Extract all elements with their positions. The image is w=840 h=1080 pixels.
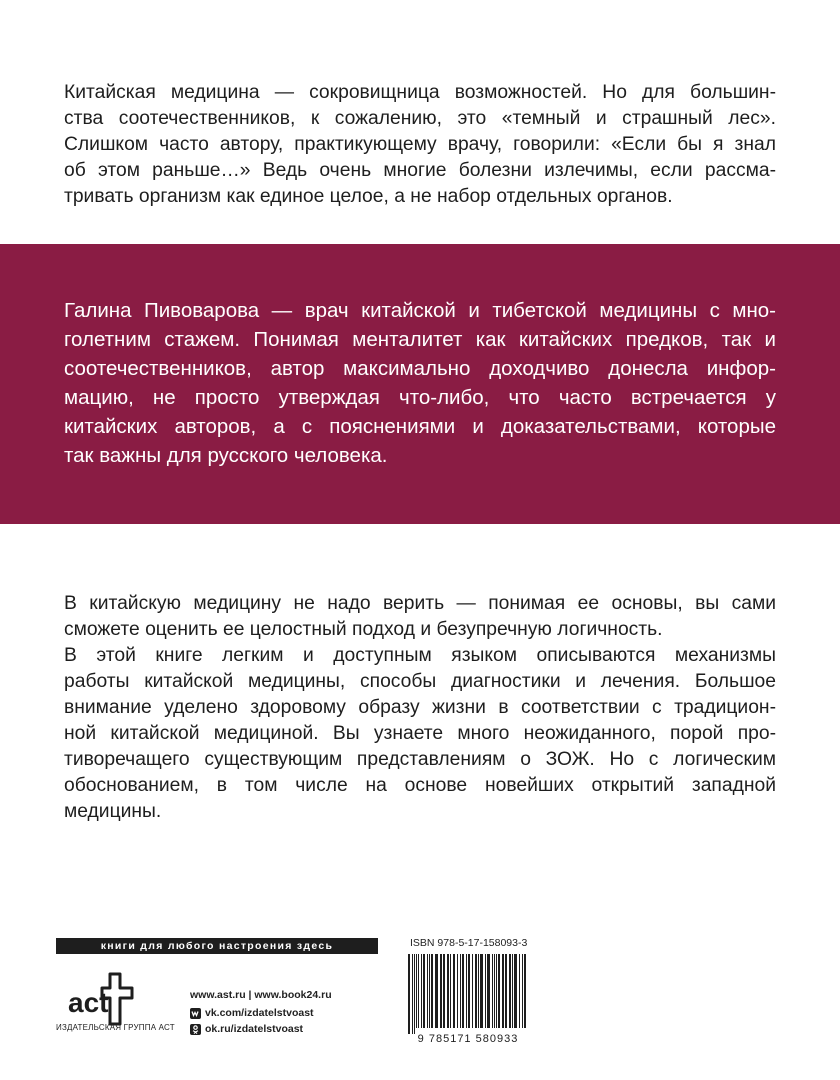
barcode-bar [450,954,451,1028]
author-paragraph [64,296,776,470]
isbn-barcode [400,952,536,1044]
barcode-bar [421,954,422,1028]
barcode-bar [412,954,413,1034]
barcode-bar [443,954,445,1028]
barcode-bar [468,954,470,1028]
description-line: внимание уделено здоровому образу жизни в соответствии с традицион- [64,697,776,718]
belief-line: сможете оценить ее целостный подход и безупречную логичность. [64,619,663,640]
barcode-bar [478,954,479,1028]
barcode-bar [505,954,507,1028]
barcode-bar [487,954,490,1028]
barcode-bar [492,954,493,1028]
barcode-bar [416,954,417,1028]
author-line: так важны для русского человека. [64,444,388,467]
description-line: В этой книге легким и доступным языком описываются механизмы [64,645,776,666]
barcode-bar [457,954,458,1028]
barcode-bar [498,954,500,1028]
barcode-bar [519,954,520,1028]
barcode-bar [485,954,486,1028]
intro-line: ства соотечественников, к сожалению, это «темный и страшный лес». [64,108,776,129]
isbn-label: ISBN 978-5-17-158093-3 [410,937,528,949]
vk-icon [190,1008,201,1019]
barcode-bar [502,954,504,1028]
barcode-bar [514,954,517,1028]
barcode-bar [522,954,523,1028]
description-line: тиворечащего существующим представлениям о ЗОЖ. Но с логическим [64,749,776,770]
barcode-bar [453,954,455,1028]
barcode-bar [494,954,495,1028]
barcode-bar [496,954,497,1028]
barcode-bar [475,954,477,1028]
author-line: соотечественников, автор максимально доходчиво донесла инфор- [64,357,776,380]
barcode-bar [418,954,419,1028]
barcode-bar [460,954,461,1028]
intro-line: Слишком часто автору, практикующему врачу, говорили: «Если бы я знал [64,134,776,155]
publisher-name: ИЗДАТЕЛЬСКАЯ ГРУППА АСТ [56,1023,175,1032]
description-paragraph [64,643,776,825]
barcode-bar [431,954,433,1028]
author-line: голетним стажем. Понимая менталитет как китайских предков, так и [64,328,776,351]
barcode-bar [447,954,449,1028]
barcode-bar [435,954,438,1028]
ok-link-label: ok.ru/izdatelstvoast [205,1023,304,1035]
description-line: обоснованием, в том числе на основе новейших открытий западной [64,775,776,796]
logo-text: act [68,987,109,1018]
ok-link[interactable] [190,1022,303,1036]
ok-icon [190,1024,201,1035]
vk-link[interactable] [190,1006,314,1020]
vk-link-label: vk.com/izdatelstvoast [205,1007,314,1019]
description-line: медицины. [64,801,162,822]
barcode-bar [423,954,425,1028]
belief-paragraph [64,591,776,643]
barcode-bar [408,954,410,1034]
author-line: мацию, не просто утверждая что-либо, что часто встречается у [64,386,776,409]
intro-line: об этом раньше…» Ведь очень многие болезни излечимы, если рассма- [64,160,776,181]
barcode-digits: 9 785171 580933 [417,1033,519,1044]
barcode-bar [427,954,428,1028]
barcode-bar [480,954,483,1028]
barcode-bar [440,954,442,1028]
slogan-banner: книги для любого настроения здесь [56,938,378,954]
intro-line: Китайская медицина — сокровищница возможностей. Но для большин- [64,82,776,103]
website-links[interactable]: www.ast.ru | www.book24.ru [190,989,332,1001]
barcode-bar [512,954,513,1028]
description-line: работы китайской медицины, способы диагностики и лечения. Большое [64,671,776,692]
author-line: китайских авторов, а с пояснениями и доказательствами, которые [64,415,776,438]
barcode-bar [509,954,511,1028]
barcode-bar [462,954,464,1028]
barcode-bar [472,954,473,1028]
barcode-bar [429,954,430,1028]
intro-paragraph [64,80,776,210]
barcode-bars [408,954,526,1034]
barcode-bar [466,954,467,1028]
description-line: ной китайской медициной. Вы узнаете много неожиданного, порой про- [64,723,776,744]
barcode-bar [524,954,526,1028]
ast-logo [66,968,146,1030]
author-line: Галина Пивоварова — врач китайской и тибетской медицины с мно- [64,299,776,322]
barcode-bar [414,954,415,1034]
belief-line: В китайскую медицину не надо верить — понимая ее основы, вы сами [64,593,776,614]
intro-line: тривать организм как единое целое, а не набор отдельных органов. [64,186,673,207]
